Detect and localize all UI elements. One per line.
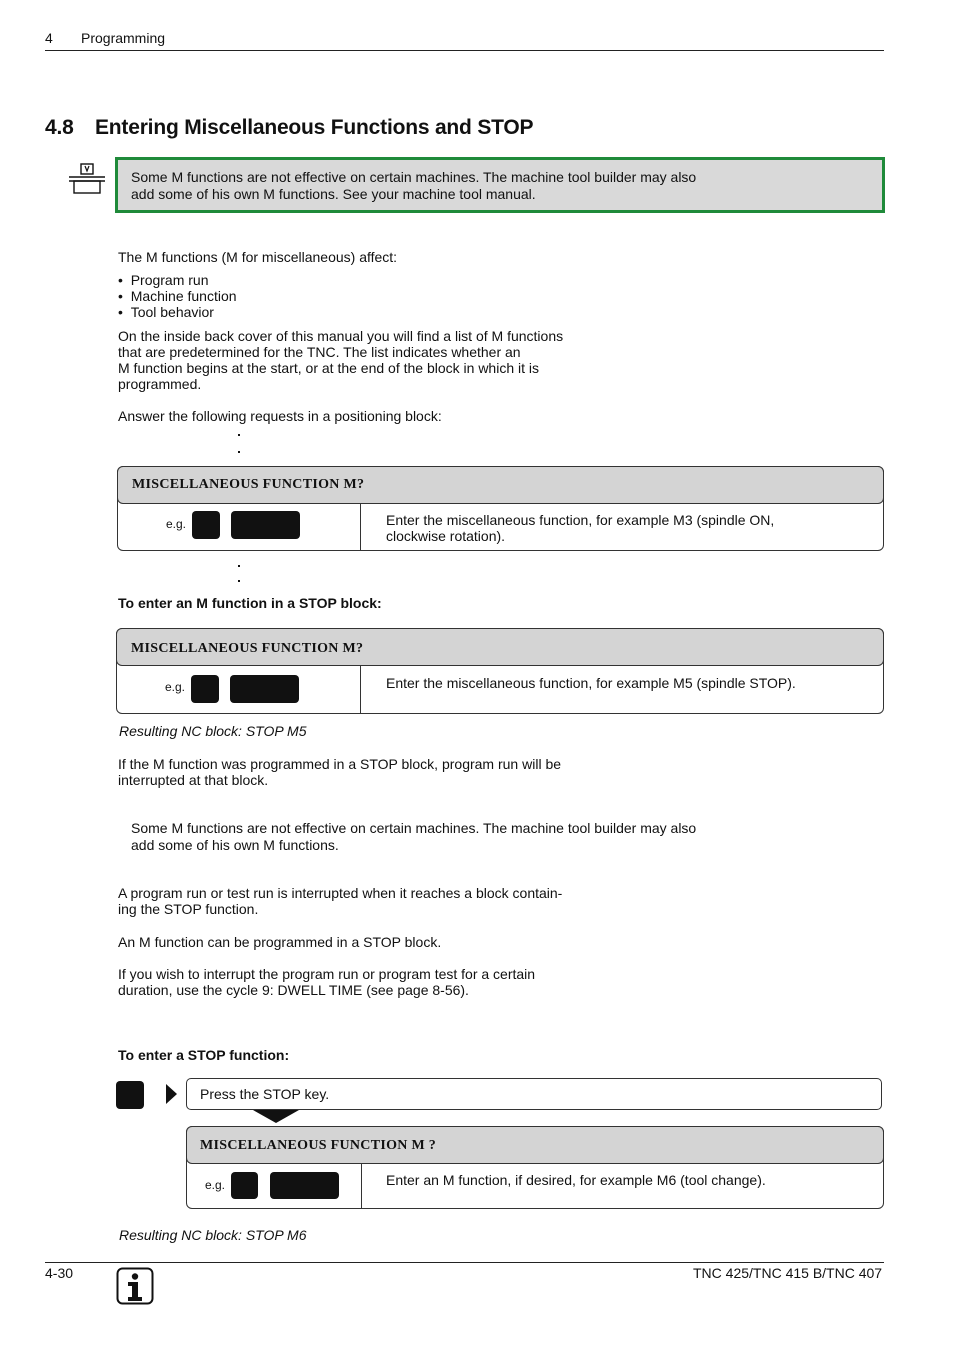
machine-note-2: Some M functions are not effective on certain machines. The machine tool builder may also add some of his own M functions.	[131, 820, 697, 853]
digit-key[interactable]	[192, 511, 220, 539]
machine-icon	[68, 163, 106, 195]
bullet-item: • Program run	[118, 272, 209, 288]
ellipsis-dot	[238, 580, 240, 582]
dialog-m5	[116, 628, 884, 714]
ellipsis-dot	[238, 565, 240, 567]
dialog-head	[116, 628, 884, 666]
ent-key[interactable]	[230, 675, 299, 703]
dialog-instruction: Enter an M function, if desired, for example M6 (tool change).	[386, 1172, 766, 1188]
eg-label: e.g.	[205, 1178, 226, 1192]
step-box	[186, 1078, 882, 1110]
ent-key[interactable]	[231, 511, 300, 539]
dialog-head	[186, 1126, 884, 1164]
header-rule	[45, 50, 884, 51]
info-icon	[116, 1267, 154, 1305]
stop-key[interactable]	[116, 1081, 144, 1109]
page-number: 4-30	[45, 1265, 74, 1281]
chapter-number: 4	[45, 30, 53, 46]
result-nc-block: Resulting NC block: STOP M5	[119, 723, 307, 739]
dialog-instruction: Enter the miscellaneous function, for example M5 (spindle STOP).	[386, 675, 796, 691]
section-number: 4.8	[45, 116, 74, 139]
chapter-title: Programming	[81, 30, 166, 46]
machine-note-box	[115, 157, 885, 213]
affects-text: The M functions (M for miscellaneous) affect:	[118, 249, 398, 265]
bullet-item: • Machine function	[118, 288, 237, 304]
machine-note-line2: add some of his own M functions. See your machine tool manual.	[131, 185, 536, 202]
ellipsis-dot	[238, 434, 240, 436]
step-text: Press the STOP key.	[200, 1086, 330, 1102]
dialog-prompt: MISCELLANEOUS FUNCTION M ?	[200, 1138, 437, 1153]
section-title	[45, 116, 533, 140]
stop-paragraph-1: A program run or test run is interrupted when it reaches a block contain- ing the STOP function.	[118, 885, 563, 917]
dialog-instruction: Enter the miscellaneous function, for example M3 (spindle ON, clockwise rotation).	[386, 512, 775, 544]
dialog-prompt: MISCELLANEOUS FUNCTION M?	[131, 641, 364, 656]
digit-key[interactable]	[231, 1172, 258, 1199]
result-nc-block: Resulting NC block: STOP M6	[119, 1227, 307, 1243]
arrow-down-icon	[253, 1110, 299, 1124]
dialog-m3	[117, 466, 884, 551]
arrow-right-icon	[164, 1083, 178, 1105]
section-title-text: Entering Miscellaneous Functions and STOP	[95, 116, 534, 139]
dialog-prompt: MISCELLANEOUS FUNCTION M?	[132, 477, 365, 492]
dialog-m6	[186, 1126, 884, 1209]
machine-note-line1: Some M functions are not effective on certain machines. The machine tool builder may also	[131, 169, 697, 185]
model-name: TNC 425/TNC 415 B/TNC 407	[693, 1265, 883, 1281]
interrupt-paragraph: If the M function was programmed in a STOP block, program run will be interrupted at that block.	[118, 756, 562, 788]
m-list-paragraph: On the inside back cover of this manual you will find a list of M functions that are predetermined for the TNC. The list indicates whether an M function begins at the start, or at the end of the block in which it is programmed.	[118, 328, 564, 392]
stop-paragraph-2: An M function can be programmed in a STOP block.	[118, 934, 442, 950]
stop-block-heading: To enter an M function in a STOP block:	[118, 595, 382, 611]
bullet-item: • Tool behavior	[118, 304, 214, 320]
digit-key[interactable]	[191, 675, 219, 703]
eg-label: e.g.	[165, 680, 186, 694]
stop-func-heading: To enter a STOP function:	[118, 1047, 290, 1063]
dialog-head	[117, 466, 884, 504]
stop-paragraph-3: If you wish to interrupt the program run or program test for a certain duration, use the cycle 9: DWELL TIME (see page 8-56).	[118, 966, 536, 998]
answer-text: Answer the following requests in a positioning block:	[118, 408, 442, 424]
ent-key[interactable]	[270, 1172, 339, 1199]
eg-label: e.g.	[166, 517, 187, 531]
footer-rule	[45, 1262, 884, 1263]
ellipsis-dot	[238, 451, 240, 453]
